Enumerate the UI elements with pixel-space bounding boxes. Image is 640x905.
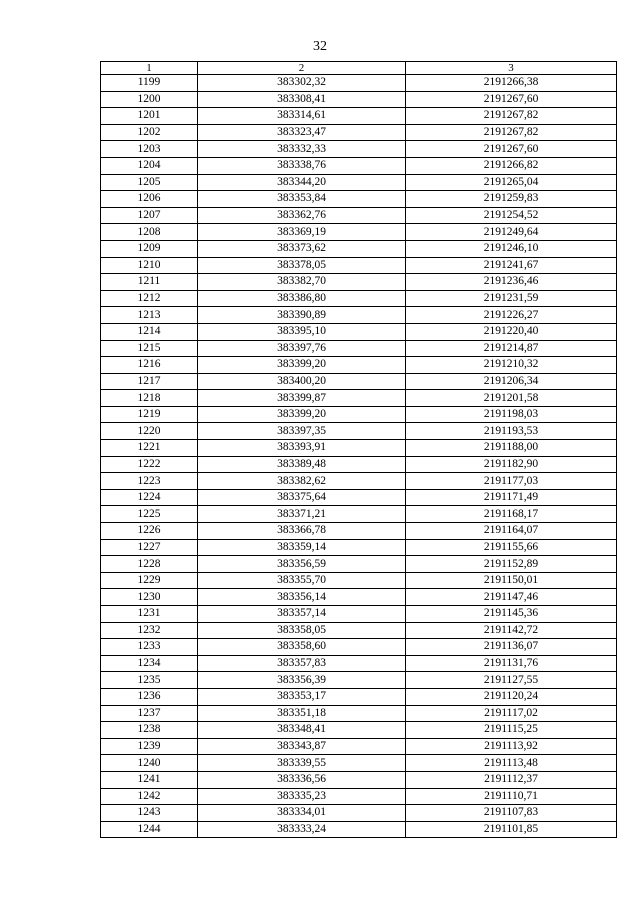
point-number-cell: 1214: [101, 323, 198, 340]
table-row: [101, 738, 617, 755]
table-row: [101, 224, 617, 241]
y-coordinate-cell: 2191113,48: [406, 755, 617, 772]
column-header-1: 1: [101, 62, 198, 75]
point-number-cell: 1216: [101, 357, 198, 374]
x-coordinate-cell: 383314,61: [198, 108, 406, 125]
table-row: [101, 108, 617, 125]
point-number-cell: 1228: [101, 556, 198, 573]
point-number-cell: 1225: [101, 506, 198, 523]
x-coordinate-cell: 383335,23: [198, 788, 406, 805]
point-number-cell: 1226: [101, 523, 198, 540]
table-row: [101, 506, 617, 523]
y-coordinate-cell: 2191112,37: [406, 771, 617, 788]
table-row: [101, 688, 617, 705]
point-number-cell: 1232: [101, 622, 198, 639]
point-number-cell: 1231: [101, 606, 198, 623]
y-coordinate-cell: 2191193,53: [406, 423, 617, 440]
x-coordinate-cell: 383397,76: [198, 340, 406, 357]
y-coordinate-cell: 2191201,58: [406, 390, 617, 407]
table-row: [101, 157, 617, 174]
y-coordinate-cell: 2191267,82: [406, 124, 617, 141]
x-coordinate-cell: 383338,76: [198, 157, 406, 174]
point-number-cell: 1211: [101, 274, 198, 291]
point-number-cell: 1241: [101, 771, 198, 788]
x-coordinate-cell: 383369,19: [198, 224, 406, 241]
x-coordinate-cell: 383366,78: [198, 523, 406, 540]
table-row: [101, 705, 617, 722]
y-coordinate-cell: 2191168,17: [406, 506, 617, 523]
table-row: [101, 174, 617, 191]
x-coordinate-cell: 383353,17: [198, 688, 406, 705]
y-coordinate-cell: 2191254,52: [406, 207, 617, 224]
table-row: [101, 489, 617, 506]
table-row: [101, 75, 617, 92]
y-coordinate-cell: 2191182,90: [406, 456, 617, 473]
table-row: [101, 274, 617, 291]
table-row: [101, 755, 617, 772]
point-number-cell: 1237: [101, 705, 198, 722]
y-coordinate-cell: 2191267,82: [406, 108, 617, 125]
point-number-cell: 1243: [101, 805, 198, 822]
y-coordinate-cell: 2191259,83: [406, 191, 617, 208]
table-row: [101, 373, 617, 390]
table-row: [101, 473, 617, 490]
x-coordinate-cell: 383399,20: [198, 357, 406, 374]
table-row: [101, 771, 617, 788]
table-row: [101, 572, 617, 589]
table-row: [101, 307, 617, 324]
point-number-cell: 1224: [101, 489, 198, 506]
point-number-cell: 1236: [101, 688, 198, 705]
table-header-row: [101, 62, 617, 75]
y-coordinate-cell: 2191241,67: [406, 257, 617, 274]
table-row: [101, 191, 617, 208]
point-number-cell: 1212: [101, 290, 198, 307]
y-coordinate-cell: 2191142,72: [406, 622, 617, 639]
x-coordinate-cell: 383399,87: [198, 390, 406, 407]
table-row: [101, 622, 617, 639]
point-number-cell: 1238: [101, 722, 198, 739]
table-row: [101, 456, 617, 473]
point-number-cell: 1222: [101, 456, 198, 473]
point-number-cell: 1209: [101, 240, 198, 257]
y-coordinate-cell: 2191147,46: [406, 589, 617, 606]
x-coordinate-cell: 383355,70: [198, 572, 406, 589]
y-coordinate-cell: 2191265,04: [406, 174, 617, 191]
y-coordinate-cell: 2191220,40: [406, 323, 617, 340]
table-row: [101, 340, 617, 357]
x-coordinate-cell: 383357,83: [198, 655, 406, 672]
point-number-cell: 1220: [101, 423, 198, 440]
y-coordinate-cell: 2191171,49: [406, 489, 617, 506]
table-row: [101, 639, 617, 656]
table-row: [101, 589, 617, 606]
x-coordinate-cell: 383323,47: [198, 124, 406, 141]
point-number-cell: 1210: [101, 257, 198, 274]
point-number-cell: 1221: [101, 440, 198, 457]
point-number-cell: 1208: [101, 224, 198, 241]
y-coordinate-cell: 2191246,10: [406, 240, 617, 257]
table-row: [101, 556, 617, 573]
point-number-cell: 1218: [101, 390, 198, 407]
table-row: [101, 290, 617, 307]
point-number-cell: 1206: [101, 191, 198, 208]
y-coordinate-cell: 2191231,59: [406, 290, 617, 307]
y-coordinate-cell: 2191131,76: [406, 655, 617, 672]
y-coordinate-cell: 2191113,92: [406, 738, 617, 755]
point-number-cell: 1229: [101, 572, 198, 589]
y-coordinate-cell: 2191267,60: [406, 141, 617, 158]
point-number-cell: 1207: [101, 207, 198, 224]
x-coordinate-cell: 383400,20: [198, 373, 406, 390]
table-row: [101, 655, 617, 672]
x-coordinate-cell: 383399,20: [198, 406, 406, 423]
table-row: [101, 539, 617, 556]
x-coordinate-cell: 383382,70: [198, 274, 406, 291]
x-coordinate-cell: 383357,14: [198, 606, 406, 623]
point-number-cell: 1240: [101, 755, 198, 772]
y-coordinate-cell: 2191236,46: [406, 274, 617, 291]
table-body: [101, 75, 617, 838]
y-coordinate-cell: 2191266,82: [406, 157, 617, 174]
point-number-cell: 1223: [101, 473, 198, 490]
y-coordinate-cell: 2191267,60: [406, 91, 617, 108]
table-row: [101, 257, 617, 274]
y-coordinate-cell: 2191210,32: [406, 357, 617, 374]
x-coordinate-cell: 383397,35: [198, 423, 406, 440]
y-coordinate-cell: 2191107,83: [406, 805, 617, 822]
x-coordinate-cell: 383343,87: [198, 738, 406, 755]
x-coordinate-cell: 383375,64: [198, 489, 406, 506]
point-number-cell: 1205: [101, 174, 198, 191]
table-row: [101, 207, 617, 224]
x-coordinate-cell: 383334,01: [198, 805, 406, 822]
table-row: [101, 523, 617, 540]
x-coordinate-cell: 383332,33: [198, 141, 406, 158]
y-coordinate-cell: 2191214,87: [406, 340, 617, 357]
x-coordinate-cell: 383308,41: [198, 91, 406, 108]
point-number-cell: 1244: [101, 821, 198, 838]
point-number-cell: 1213: [101, 307, 198, 324]
table-row: [101, 672, 617, 689]
table-row: [101, 357, 617, 374]
x-coordinate-cell: 383389,48: [198, 456, 406, 473]
x-coordinate-cell: 383339,55: [198, 755, 406, 772]
x-coordinate-cell: 383362,76: [198, 207, 406, 224]
y-coordinate-cell: 2191110,71: [406, 788, 617, 805]
table-row: [101, 406, 617, 423]
point-number-cell: 1203: [101, 141, 198, 158]
y-coordinate-cell: 2191101,85: [406, 821, 617, 838]
point-number-cell: 1230: [101, 589, 198, 606]
table-row: [101, 788, 617, 805]
x-coordinate-cell: 383356,14: [198, 589, 406, 606]
x-coordinate-cell: 383393,91: [198, 440, 406, 457]
x-coordinate-cell: 383356,59: [198, 556, 406, 573]
table-row: [101, 91, 617, 108]
point-number-cell: 1200: [101, 91, 198, 108]
y-coordinate-cell: 2191145,36: [406, 606, 617, 623]
x-coordinate-cell: 383395,10: [198, 323, 406, 340]
x-coordinate-cell: 383371,21: [198, 506, 406, 523]
table-row: [101, 390, 617, 407]
y-coordinate-cell: 2191198,03: [406, 406, 617, 423]
table-row: [101, 821, 617, 838]
y-coordinate-cell: 2191164,07: [406, 523, 617, 540]
y-coordinate-cell: 2191117,02: [406, 705, 617, 722]
y-coordinate-cell: 2191155,66: [406, 539, 617, 556]
table-row: [101, 606, 617, 623]
y-coordinate-cell: 2191127,55: [406, 672, 617, 689]
point-number-cell: 1217: [101, 373, 198, 390]
x-coordinate-cell: 383358,60: [198, 639, 406, 656]
y-coordinate-cell: 2191136,07: [406, 639, 617, 656]
point-number-cell: 1234: [101, 655, 198, 672]
table-row: [101, 805, 617, 822]
column-header-3: 3: [406, 62, 617, 75]
x-coordinate-cell: 383348,41: [198, 722, 406, 739]
x-coordinate-cell: 383358,05: [198, 622, 406, 639]
point-number-cell: 1233: [101, 639, 198, 656]
y-coordinate-cell: 2191150,01: [406, 572, 617, 589]
x-coordinate-cell: 383378,05: [198, 257, 406, 274]
table-row: [101, 323, 617, 340]
x-coordinate-cell: 383344,20: [198, 174, 406, 191]
x-coordinate-cell: 383390,89: [198, 307, 406, 324]
table-row: [101, 124, 617, 141]
x-coordinate-cell: 383353,84: [198, 191, 406, 208]
point-number-cell: 1242: [101, 788, 198, 805]
column-header-2: 2: [198, 62, 406, 75]
y-coordinate-cell: 2191249,64: [406, 224, 617, 241]
point-number-cell: 1239: [101, 738, 198, 755]
x-coordinate-cell: 383302,32: [198, 75, 406, 92]
x-coordinate-cell: 383356,39: [198, 672, 406, 689]
point-number-cell: 1235: [101, 672, 198, 689]
x-coordinate-cell: 383382,62: [198, 473, 406, 490]
y-coordinate-cell: 2191226,27: [406, 307, 617, 324]
point-number-cell: 1227: [101, 539, 198, 556]
point-number-cell: 1201: [101, 108, 198, 125]
x-coordinate-cell: 383386,80: [198, 290, 406, 307]
x-coordinate-cell: 383336,56: [198, 771, 406, 788]
y-coordinate-cell: 2191266,38: [406, 75, 617, 92]
y-coordinate-cell: 2191115,25: [406, 722, 617, 739]
y-coordinate-cell: 2191152,89: [406, 556, 617, 573]
x-coordinate-cell: 383359,14: [198, 539, 406, 556]
x-coordinate-cell: 383373,62: [198, 240, 406, 257]
point-number-cell: 1199: [101, 75, 198, 92]
table-row: [101, 240, 617, 257]
y-coordinate-cell: 2191120,24: [406, 688, 617, 705]
point-number-cell: 1219: [101, 406, 198, 423]
coordinates-table: [100, 61, 617, 838]
table-row: [101, 423, 617, 440]
table-row: [101, 141, 617, 158]
point-number-cell: 1202: [101, 124, 198, 141]
table-row: [101, 722, 617, 739]
x-coordinate-cell: 383333,24: [198, 821, 406, 838]
page-number: 32: [313, 39, 327, 54]
point-number-cell: 1204: [101, 157, 198, 174]
y-coordinate-cell: 2191188,00: [406, 440, 617, 457]
y-coordinate-cell: 2191206,34: [406, 373, 617, 390]
point-number-cell: 1215: [101, 340, 198, 357]
y-coordinate-cell: 2191177,03: [406, 473, 617, 490]
x-coordinate-cell: 383351,18: [198, 705, 406, 722]
table-row: [101, 440, 617, 457]
